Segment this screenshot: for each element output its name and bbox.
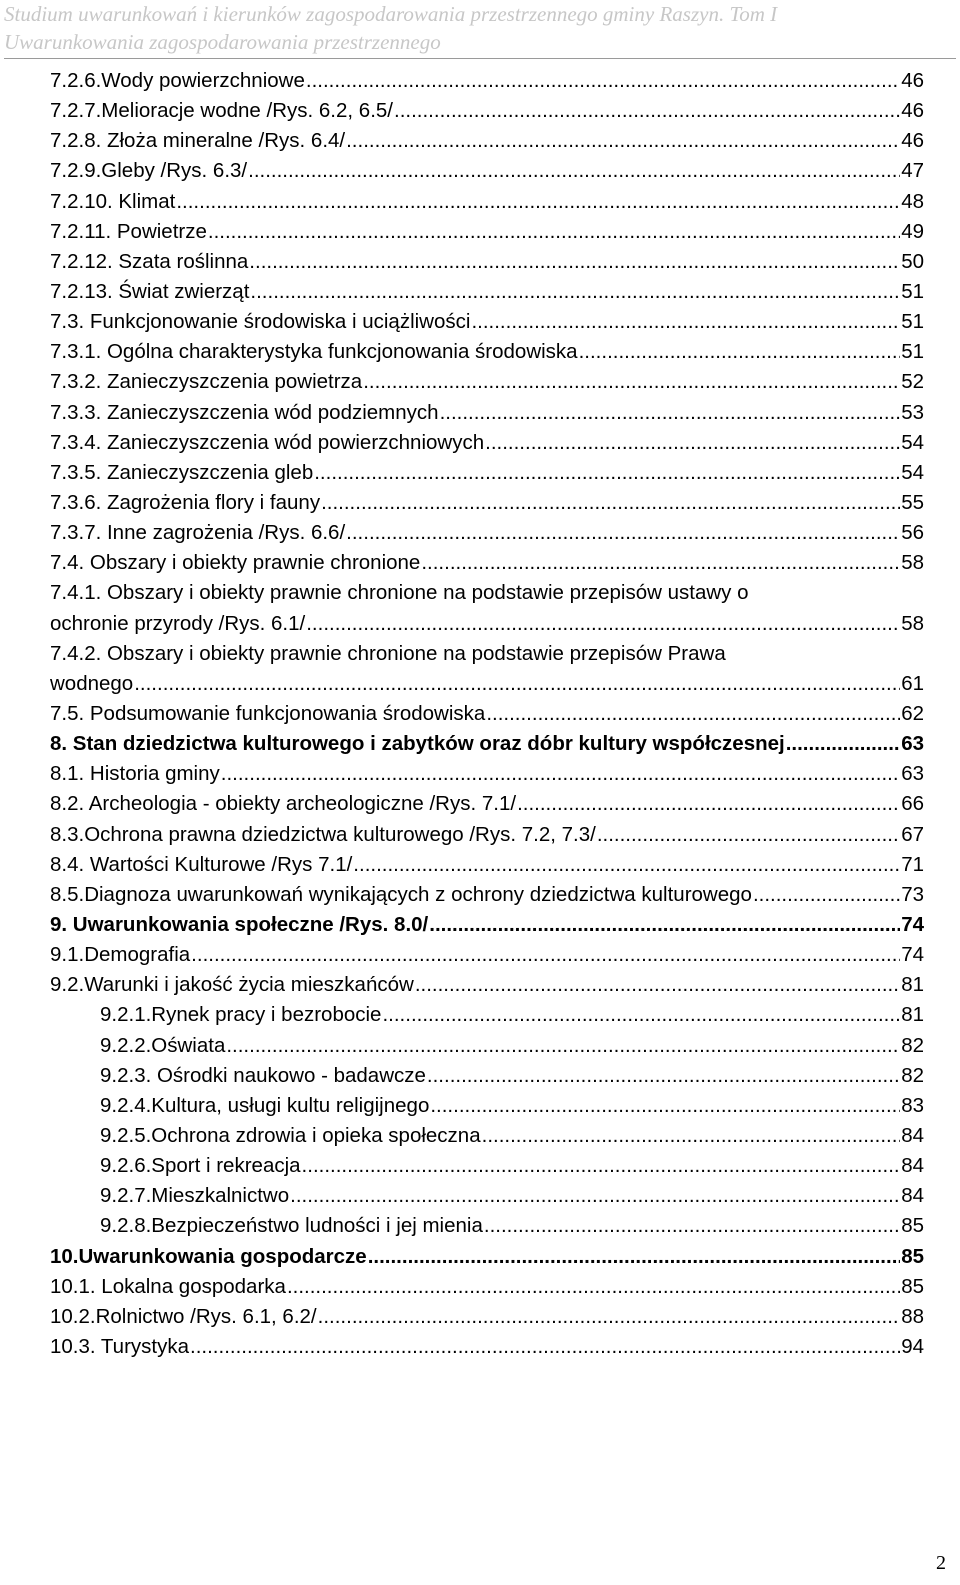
- dot-leader: [485, 428, 900, 458]
- dot-leader: [249, 247, 900, 277]
- toc-entry[interactable]: [50, 66, 924, 96]
- toc-entry-page: 62: [901, 702, 924, 725]
- toc-entry-page: 74: [901, 943, 924, 967]
- toc-entry[interactable]: [50, 337, 924, 367]
- toc-entry-page: 82: [901, 1063, 924, 1087]
- toc-entry-page: 67: [901, 822, 924, 846]
- toc-entry-title: 7.3. Funkcjonowanie środowiska i uciążliwości: [50, 310, 471, 334]
- toc-entry[interactable]: [50, 880, 924, 910]
- toc-entry-page: 94: [901, 1334, 924, 1358]
- toc-entry[interactable]: [50, 1091, 924, 1121]
- toc-entry[interactable]: [50, 1242, 924, 1272]
- dot-leader: [579, 337, 901, 367]
- toc-entry-title: 9.2.5.Ochrona zdrowia i opieka społeczna: [100, 1123, 481, 1147]
- toc-entry[interactable]: [50, 428, 924, 458]
- toc-entry-page: 58: [901, 551, 924, 575]
- dot-leader: [221, 759, 900, 789]
- toc-entry-page: 58: [901, 611, 924, 635]
- toc-entry-page: 46: [901, 129, 924, 153]
- dot-leader: [368, 1242, 900, 1272]
- toc-entry-page: 51: [901, 310, 924, 334]
- dot-leader: [306, 609, 900, 639]
- toc-entry-title: 8.4. Wartości Kulturowe /Rys 7.1/: [50, 852, 353, 876]
- dot-leader: [250, 277, 900, 307]
- toc-entry-page: 52: [901, 370, 924, 394]
- dot-leader: [208, 217, 900, 247]
- toc-entry[interactable]: [50, 1000, 924, 1030]
- toc-entry[interactable]: [50, 789, 924, 819]
- toc-entry[interactable]: [50, 458, 924, 488]
- toc-entry-title: 7.4.1. Obszary i obiekty prawnie chronione na podstawie przepisów ustawy o: [50, 581, 749, 605]
- dot-leader: [484, 1211, 900, 1241]
- toc-entry-title: 7.2.7.Melioracje wodne /Rys. 6.2, 6.5/: [50, 99, 393, 123]
- toc-entry-title: 7.3.1. Ogólna charakterystyka funkcjonowania środowiska: [50, 340, 578, 364]
- toc-entry-title: 9.2.6.Sport i rekreacja: [100, 1154, 301, 1178]
- toc-entry-title: 7.3.2. Zanieczyszczenia powietrza: [50, 370, 363, 394]
- dot-leader: [346, 126, 900, 156]
- dot-leader: [290, 1181, 900, 1211]
- toc-entry[interactable]: [50, 1121, 924, 1151]
- dot-leader: [346, 518, 900, 548]
- toc-entry[interactable]: [50, 910, 924, 940]
- toc-entry[interactable]: [50, 1031, 924, 1061]
- toc-entry-page: 85: [901, 1214, 924, 1238]
- dot-leader: [486, 699, 900, 729]
- dot-leader: [226, 1031, 900, 1061]
- toc-entry-page: 88: [901, 1304, 924, 1328]
- toc-entry-page: 74: [901, 912, 924, 936]
- toc-entry-page: 54: [901, 430, 924, 454]
- dot-leader: [427, 1061, 900, 1091]
- toc-entry-page: 51: [901, 340, 924, 364]
- toc-entry-title-cont: ochronie przyrody /Rys. 6.1/: [50, 611, 306, 635]
- toc-entry-title: 7.2.9.Gleby /Rys. 6.3/: [50, 159, 248, 183]
- dot-leader: [176, 187, 900, 217]
- toc-entry[interactable]: [50, 759, 924, 789]
- dot-leader: [190, 1332, 900, 1362]
- toc-entry[interactable]: [50, 578, 924, 638]
- toc-entry-title: 9.2.1.Rynek pracy i bezrobocie: [100, 1003, 382, 1027]
- toc-entry-page: 55: [901, 490, 924, 514]
- toc-entry[interactable]: [50, 1332, 924, 1362]
- toc-entry-title: 9.2.4.Kultura, usługi kultu religijnego: [100, 1093, 430, 1117]
- toc-entry-title: 9.2.8.Bezpieczeństwo ludności i jej mienia: [100, 1214, 483, 1238]
- table-of-contents: [50, 66, 924, 1362]
- toc-entry[interactable]: [50, 367, 924, 397]
- toc-entry[interactable]: [50, 187, 924, 217]
- toc-entry-title: 8. Stan dziedzictwa kulturowego i zabytków oraz dóbr kultury współczesnej: [50, 732, 785, 756]
- toc-entry[interactable]: [50, 1181, 924, 1211]
- toc-entry-title: 9.2.2.Oświata: [100, 1033, 226, 1057]
- toc-entry[interactable]: [50, 940, 924, 970]
- toc-entry[interactable]: [50, 96, 924, 126]
- dot-leader: [430, 1091, 900, 1121]
- toc-entry-page: 84: [901, 1184, 924, 1208]
- toc-entry[interactable]: [50, 820, 924, 850]
- toc-entry-title: 7.3.6. Zagrożenia flory i fauny: [50, 490, 321, 514]
- toc-entry-title: 7.4. Obszary i obiekty prawnie chronione: [50, 551, 421, 575]
- toc-entry-page: 73: [901, 882, 924, 906]
- toc-entry[interactable]: [50, 518, 924, 548]
- toc-entry-title: 7.5. Podsumowanie funkcjonowania środowiska: [50, 702, 486, 725]
- toc-entry[interactable]: [50, 488, 924, 518]
- dot-leader: [382, 1000, 900, 1030]
- toc-entry[interactable]: [50, 699, 924, 729]
- dot-leader: [321, 488, 900, 518]
- toc-entry[interactable]: [50, 970, 924, 1000]
- dot-leader: [786, 729, 900, 759]
- running-header: [0, 0, 960, 58]
- toc-entry[interactable]: [50, 729, 924, 759]
- toc-entry[interactable]: [50, 639, 924, 699]
- toc-entry-page: 50: [901, 249, 924, 273]
- toc-entry-page: 81: [901, 1003, 924, 1027]
- toc-entry-page: 82: [901, 1033, 924, 1057]
- toc-entry-title: 9.2.3. Ośrodki naukowo - badawcze: [100, 1063, 426, 1087]
- dot-leader: [306, 66, 900, 96]
- dot-leader: [394, 96, 900, 126]
- toc-entry[interactable]: [50, 307, 924, 337]
- dot-leader: [134, 669, 900, 699]
- toc-entry-page: 66: [901, 792, 924, 816]
- dot-leader: [482, 1121, 901, 1151]
- toc-entry[interactable]: [50, 1302, 924, 1332]
- toc-entry-page: 48: [901, 189, 924, 213]
- toc-entry-title: 7.2.10. Klimat: [50, 189, 176, 213]
- dot-leader: [429, 910, 900, 940]
- toc-entry-title: 9.2.Warunki i jakość życia mieszkańców: [50, 973, 414, 997]
- toc-entry[interactable]: [50, 548, 924, 578]
- toc-entry-page: 63: [901, 732, 924, 756]
- toc-entry-title: 8.1. Historia gminy: [50, 762, 220, 786]
- dot-leader: [517, 789, 900, 819]
- header-divider: [4, 58, 956, 59]
- dot-leader: [191, 940, 900, 970]
- toc-entry-page: 46: [901, 99, 924, 123]
- toc-entry-title: 8.2. Archeologia - obiekty archeologiczne /Rys. 7.1/: [50, 792, 517, 816]
- toc-entry-page: 84: [901, 1154, 924, 1178]
- toc-entry-page: 54: [901, 460, 924, 484]
- toc-entry-title: 7.3.4. Zanieczyszczenia wód powierzchniowych: [50, 430, 485, 454]
- header-title: Studium uwarunkowań i kierunków zagospodarowania przestrzennego gminy Raszyn. Tom I: [4, 2, 778, 26]
- toc-entry-title: 7.3.7. Inne zagrożenia /Rys. 6.6/: [50, 521, 346, 545]
- toc-entry-title: 7.2.11. Powietrze: [50, 219, 207, 243]
- toc-entry-title: 7.3.3. Zanieczyszczenia wód podziemnych: [50, 400, 439, 424]
- toc-entry-title: 10.3. Turystyka: [50, 1334, 190, 1358]
- toc-entry-page: 71: [901, 852, 924, 876]
- header-subtitle: Uwarunkowania zagospodarowania przestrzennego: [4, 30, 441, 54]
- toc-entry-page: 85: [901, 1244, 924, 1268]
- toc-entry-page: 53: [901, 400, 924, 424]
- dot-leader: [415, 970, 900, 1000]
- toc-entry-title: 7.2.13. Świat zwierząt: [50, 279, 250, 303]
- toc-entry[interactable]: [50, 1272, 924, 1302]
- dot-leader: [314, 458, 900, 488]
- toc-entry[interactable]: [50, 217, 924, 247]
- toc-entry-title: 7.2.6.Wody powierzchniowe: [50, 68, 305, 92]
- dot-leader: [471, 307, 900, 337]
- toc-entry[interactable]: [50, 1151, 924, 1181]
- toc-entry[interactable]: [50, 126, 924, 156]
- dot-leader: [302, 1151, 901, 1181]
- toc-entry-page: 85: [901, 1274, 924, 1298]
- dot-leader: [421, 548, 900, 578]
- page-number: 2: [936, 1552, 946, 1574]
- toc-entry-title: 10.1. Lokalna gospodarka: [50, 1274, 286, 1298]
- toc-entry-title: 7.2.8. Złoża mineralne /Rys. 6.4/: [50, 129, 346, 153]
- toc-entry[interactable]: [50, 247, 924, 277]
- toc-entry-page: 47: [901, 159, 924, 183]
- toc-entry-title: 9. Uwarunkowania społeczne /Rys. 8.0/: [50, 912, 429, 936]
- dot-leader: [287, 1272, 900, 1302]
- toc-entry[interactable]: [50, 277, 924, 307]
- toc-entry-title: 10.2.Rolnictwo /Rys. 6.1, 6.2/: [50, 1304, 317, 1328]
- toc-entry-page: 63: [901, 762, 924, 786]
- toc-entry-title: 9.2.7.Mieszkalnictwo: [100, 1184, 290, 1208]
- dot-leader: [363, 367, 900, 397]
- dot-leader: [753, 880, 900, 910]
- toc-entry-page: 51: [901, 279, 924, 303]
- toc-entry-page: 49: [901, 219, 924, 243]
- toc-entry-page: 81: [901, 973, 924, 997]
- dot-leader: [597, 820, 900, 850]
- toc-entry-page: 61: [901, 671, 924, 695]
- toc-entry-title: 8.5.Diagnoza uwarunkowań wynikających z ochrony dziedzictwa kulturowego: [50, 882, 752, 906]
- toc-entry[interactable]: [50, 398, 924, 428]
- dot-leader: [318, 1302, 901, 1332]
- toc-entry[interactable]: [50, 850, 924, 880]
- dot-leader: [248, 156, 900, 186]
- dot-leader: [353, 850, 900, 880]
- dot-leader: [440, 398, 901, 428]
- toc-entry-title: 7.2.12. Szata roślinna: [50, 249, 249, 273]
- toc-entry[interactable]: [50, 1211, 924, 1241]
- toc-entry-title: 7.3.5. Zanieczyszczenia gleb: [50, 460, 314, 484]
- toc-entry-title: 7.4.2. Obszary i obiekty prawnie chronione na podstawie przepisów Prawa: [50, 641, 726, 665]
- toc-entry-title: 9.1.Demografia: [50, 943, 191, 967]
- toc-entry-title: 8.3.Ochrona prawna dziedzictwa kulturowego /Rys. 7.2, 7.3/: [50, 822, 596, 846]
- toc-entry-page: 84: [901, 1123, 924, 1147]
- toc-entry-page: 83: [901, 1093, 924, 1117]
- toc-entry-title-cont: wodnego: [50, 671, 134, 695]
- toc-entry-title: 10.Uwarunkowania gospodarcze: [50, 1244, 367, 1268]
- toc-entry[interactable]: [50, 1061, 924, 1091]
- toc-entry[interactable]: [50, 156, 924, 186]
- toc-entry-page: 56: [901, 521, 924, 545]
- toc-entry-page: 46: [901, 68, 924, 92]
